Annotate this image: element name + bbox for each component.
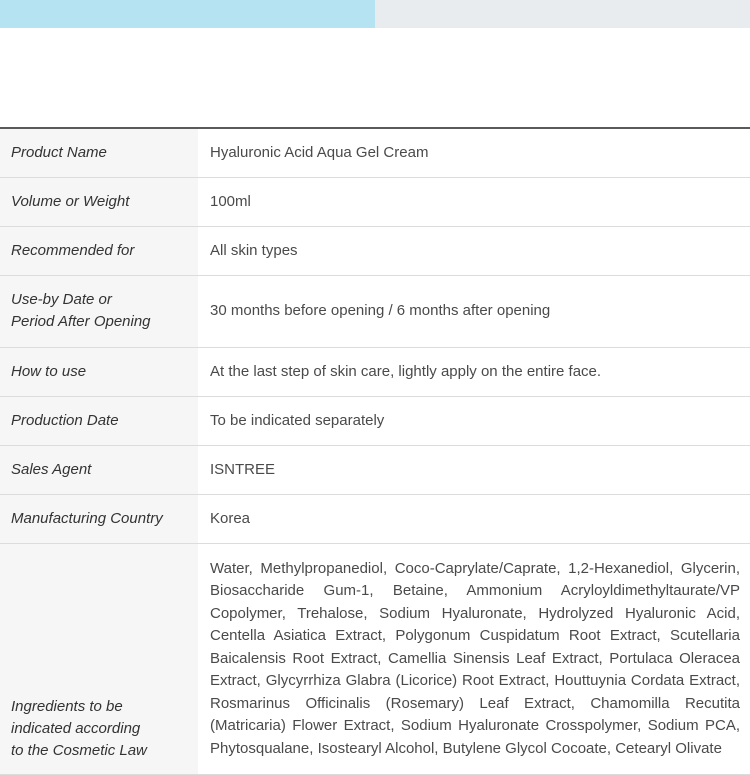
sales-agent-value: ISNTREE (198, 445, 750, 494)
recommended-label: Recommended for (0, 226, 198, 275)
use-by-label: Use-by Date or Period After Opening (0, 275, 198, 347)
table-row-how-to-use (0, 347, 750, 396)
volume-label: Volume or Weight (0, 177, 198, 226)
product-info-table (0, 127, 750, 775)
product-name-value: Hyaluronic Acid Aqua Gel Cream (198, 128, 750, 177)
how-to-use-value: At the last step of skin care, lightly apply on the entire face. (198, 347, 750, 396)
how-to-use-label: How to use (0, 347, 198, 396)
scroll-progress-bar (0, 0, 750, 28)
ingredients-value: Water, Methylpropanediol, Coco-Caprylate/Caprate, 1,2-Hexanediol, Glycerin, Biosaccharide Gum-1, Betaine, Ammonium Acryloyldimethyltaurate/VP Copolymer, Trehalose, Sodium Hyaluronate, Hydrolyzed Hyaluronic Acid, Centella Asiatica Extract, Polygonum Cuspidatum Root Extract, Scutellaria Baicalensis Root Extract, Camellia Sinensis Leaf Extract, Portulaca Oleracea Extract, Glycyrrhiza Glabra (Licorice) Root Extract, Houttuynia Cordata Extract, Rosmarinus Officinalis (Rosemary) Leaf Extract, Chamomilla Recutita (Matricaria) Flower Extract, Sodium Hyaluronate Crosspolymer, Sodium PCA, Phytosqualane, Isostearyl Alcohol, Butylene Glycol Cocoate, Cetearyl Olivate (198, 543, 750, 775)
scroll-progress-fill (0, 0, 375, 28)
production-date-label: Production Date (0, 396, 198, 445)
table-row-sales-agent (0, 445, 750, 494)
table-row-recommended (0, 226, 750, 275)
recommended-value: All skin types (198, 226, 750, 275)
table-row-production-date (0, 396, 750, 445)
table-row-country (0, 494, 750, 543)
table-row-product-name (0, 128, 750, 177)
product-name-label: Product Name (0, 128, 198, 177)
table-row-volume (0, 177, 750, 226)
table-row-use-by (0, 275, 750, 347)
use-by-value: 30 months before opening / 6 months after opening (198, 275, 750, 347)
sales-agent-label: Sales Agent (0, 445, 198, 494)
country-label: Manufacturing Country (0, 494, 198, 543)
production-date-value: To be indicated separately (198, 396, 750, 445)
ingredients-label: Ingredients to be indicated according to the Cosmetic Law (0, 543, 198, 775)
volume-value: 100ml (198, 177, 750, 226)
table-row-ingredients (0, 543, 750, 775)
country-value: Korea (198, 494, 750, 543)
